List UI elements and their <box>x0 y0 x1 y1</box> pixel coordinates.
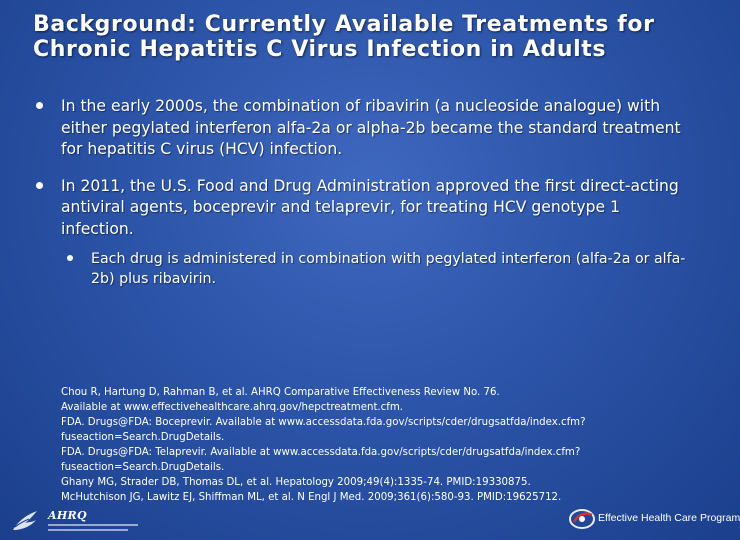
reference-line: fuseaction=Search.DrugDetails. <box>61 462 225 473</box>
reference-line: FDA. Drugs@FDA: Telaprevir. Available at www.accessdata.fda.gov/scripts/cder/drugsatfda/index.cfm? <box>61 447 581 458</box>
ahrq-tagline-line <box>48 529 128 531</box>
hhs-eagle-icon <box>10 508 40 534</box>
ehc-program-text: Effective Health Care Program <box>598 512 740 524</box>
ahrq-tagline-line <box>48 524 138 526</box>
bullet-item <box>36 96 686 161</box>
bullet-dot-icon <box>67 255 73 261</box>
sub-bullet-item <box>67 249 686 289</box>
reference-line: Ghany MG, Strader DB, Thomas DL, et al. Hepatology 2009;49(4):1335-74. PMID:19330875. <box>61 477 531 488</box>
ahrq-logo-text: AHRQ <box>48 509 87 522</box>
reference-line: fuseaction=Search.DrugDetails. <box>61 432 225 443</box>
ahrq-logo <box>48 509 148 535</box>
slide-title: Background: Currently Available Treatments for Chronic Hepatitis C Virus Infection in Adults <box>33 12 655 62</box>
reference-line: Available at www.effectivehealthcare.ahrq.gov/hepctreatment.cfm. <box>61 402 404 413</box>
ehc-logo <box>568 504 740 534</box>
bullet-text: In the early 2000s, the combination of ribavirin (a nucleoside analogue) with either pegylated interferon alfa-2a or alpha-2b became the standard treatment for hepatitis C virus (HCV) infection. <box>61 97 681 158</box>
bullet-dot-icon <box>36 182 43 189</box>
bullet-dot-icon <box>36 102 43 109</box>
reference-line: Chou R, Hartung D, Rahman B, et al. AHRQ Comparative Effectiveness Review No. 76. <box>61 387 500 398</box>
sub-bullet-text: Each drug is administered in combination with pegylated interferon (alfa-2a or alfa-2b) plus ribavirin. <box>91 251 686 287</box>
bullet-text: In 2011, the U.S. Food and Drug Administration approved the first direct-acting antiviral agents, boceprevir and telaprevir, for treating HCV genotype 1 infection. <box>61 176 679 238</box>
references <box>61 385 691 505</box>
bullet-item <box>36 176 686 241</box>
reference-line: McHutchison JG, Lawitz EJ, Shiffman ML, et al. N Engl J Med. 2009;361(6):580-93. PMID:19625712. <box>61 492 562 503</box>
ehc-swirl-icon <box>568 506 596 532</box>
reference-line: FDA. Drugs@FDA: Boceprevir. Available at www.accessdata.fda.gov/scripts/cder/drugsatfda/index.cfm? <box>61 417 586 428</box>
bullet-list <box>36 96 686 289</box>
